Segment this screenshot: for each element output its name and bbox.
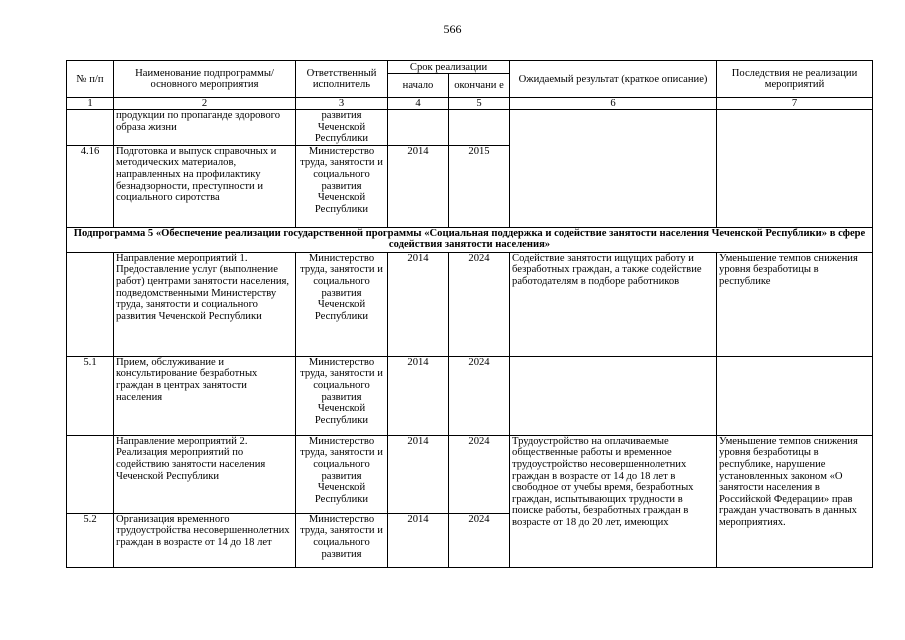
row-consequence <box>717 356 873 435</box>
header-consequence: Последствия не реализации мероприятий <box>717 61 873 98</box>
row-num: 5.2 <box>67 513 114 567</box>
header-end: окончани е <box>449 74 510 98</box>
row-num <box>67 110 114 146</box>
subprogram-row <box>67 227 873 252</box>
column-number: 2 <box>114 98 296 110</box>
program-table <box>66 60 873 568</box>
row-num: 5.1 <box>67 356 114 435</box>
header-start: начало <box>388 74 449 98</box>
row-name: продукции по пропаганде здорового образа жизни <box>114 110 296 146</box>
row-name: Организация временного трудоустройства несовершеннолетних граждан в возрасте от 14 до 18 лет <box>114 513 296 567</box>
row-result <box>510 356 717 435</box>
column-number: 5 <box>449 98 510 110</box>
header-period: Срок реализации <box>388 61 510 74</box>
row-start <box>388 110 449 146</box>
row-executor: Министерство труда, занятости и социального развития <box>296 513 388 567</box>
column-number: 6 <box>510 98 717 110</box>
column-number: 3 <box>296 98 388 110</box>
header-num: № п/п <box>67 61 114 98</box>
row-executor: Министерство труда, занятости и социального развития Чеченской Республики <box>296 252 388 356</box>
row-result: Трудоустройство на оплачиваемые общественные работы и временное трудоустройство несовершеннолетних граждан в возрасте от 14 до 18 лет в свободное от учебы время, безработных граждан, испытывающих трудности в поиске работы, безработных граждан в возрасте от 18 до 20 лет, имеющих <box>510 435 717 567</box>
row-name: Направление мероприятий 1. Предоставление услуг (выполнение работ) центрами занятости населения, подведомственными Министерству труда, занятости и социального развития Чеченской Республики <box>114 252 296 356</box>
row-end: 2015 <box>449 145 510 227</box>
table-row <box>67 110 873 146</box>
column-number: 4 <box>388 98 449 110</box>
row-executor: Министерство труда, занятости и социального развития Чеченской Республики <box>296 145 388 227</box>
column-number: 7 <box>717 98 873 110</box>
row-consequence: Уменьшение темпов снижения уровня безработицы в республике <box>717 252 873 356</box>
row-name: Подготовка и выпуск справочных и методических материалов, направленных на профилактику безнадзорности, преступности и социального сиротства <box>114 145 296 227</box>
row-num <box>67 252 114 356</box>
row-num <box>67 435 114 513</box>
row-start: 2014 <box>388 435 449 513</box>
row-executor: Министерство труда, занятости и социального развития Чеченской Республики <box>296 356 388 435</box>
row-end: 2024 <box>449 356 510 435</box>
row-consequence <box>717 110 873 228</box>
row-end <box>449 110 510 146</box>
row-name: Прием, обслуживание и консультирование безработных граждан в центрах занятости населения <box>114 356 296 435</box>
row-start: 2014 <box>388 513 449 567</box>
row-consequence: Уменьшение темпов снижения уровня безработицы в республике, нарушение установленных законом «О занятости населения в Российской Федерации» прав граждан участвовать в данных мероприятиях. <box>717 435 873 567</box>
table-row <box>67 435 873 513</box>
subprogram-title: Подпрограмма 5 «Обеспечение реализации государственной программы «Социальная поддержка и содействие занятости населения Чеченской Республики» в сфере содействия занятости населения» <box>67 227 873 252</box>
row-start: 2014 <box>388 145 449 227</box>
page-number: 566 <box>443 22 462 36</box>
row-end: 2024 <box>449 252 510 356</box>
header-name: Наименование подпрограммы/ основного мероприятия <box>114 61 296 98</box>
row-result: Содействие занятости ищущих работу и безработных граждан, а также содействие работодателям в подборе работников <box>510 252 717 356</box>
table-row <box>67 356 873 435</box>
header-result: Ожидаемый результат (краткое описание) <box>510 61 717 98</box>
row-end: 2024 <box>449 435 510 513</box>
column-numbers-row <box>67 98 873 110</box>
row-end: 2024 <box>449 513 510 567</box>
row-name: Направление мероприятий 2. Реализация мероприятий по содействию занятости населения Чеченской Республики <box>114 435 296 513</box>
row-num: 4.16 <box>67 145 114 227</box>
row-result <box>510 110 717 228</box>
header-executor: Ответственный исполнитель <box>296 61 388 98</box>
table-row <box>67 252 873 356</box>
row-start: 2014 <box>388 356 449 435</box>
row-executor: Министерство труда, занятости и социального развития Чеченской Республики <box>296 435 388 513</box>
row-start: 2014 <box>388 252 449 356</box>
column-number: 1 <box>67 98 114 110</box>
row-executor: развития Чеченской Республики <box>296 110 388 146</box>
